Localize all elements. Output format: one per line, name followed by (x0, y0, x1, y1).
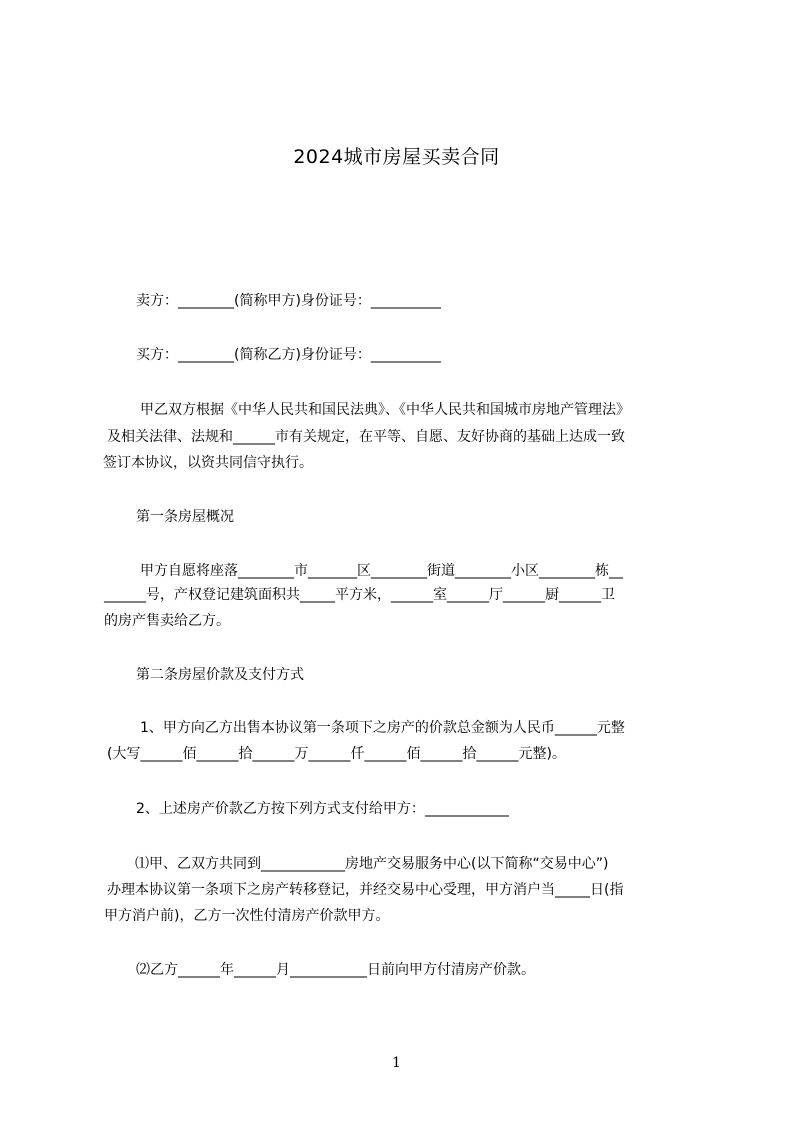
payment-option2: ⑵乙方______年______月___________日前向甲方付清房产价款。 (136, 962, 535, 978)
article2-clause1-line-1: 1、甲方向乙方出售本协议第一条项下之房产的价款总金额为人民币______元整 (140, 720, 625, 736)
payment-option1-line-1: ⑴甲、乙双方共同到____________房地产交易服务中心(以下简称“交易中心”) (135, 856, 609, 872)
article1-heading: 第一条房屋概况 (136, 509, 234, 525)
intro-line-2: 及相关法律、法规和______市有关规定，在平等、自愿、友好协商的基础上达成一致 (107, 429, 625, 445)
article1-line-2: ______号，产权登记建筑面积共_____平方米，______室______厅______厨______卫 (104, 587, 615, 603)
payment-option1-line-2: 办理本协议第一条项下之房产转移登记，并经交易中心受理，甲方消户当_____日(指 (107, 882, 624, 898)
intro-line-1: 甲乙双方根据《中华人民共和国民法典》、《中华人民共和国城市房地产管理法》 (140, 402, 630, 418)
article1-line-1: 甲方自愿将座落________市_______区________街道________小区________栋__ (140, 563, 623, 579)
seller-line: 卖方：________(简称甲方)身份证号：__________ (136, 293, 441, 309)
buyer-line: 买方：________(简称乙方)身份证号：__________ (136, 347, 441, 363)
article2-heading: 第二条房屋价款及支付方式 (136, 667, 304, 683)
payment-option1-line-3: 甲方消户前)，乙方一次性付清房产价款甲方。 (104, 908, 390, 924)
intro-line-3: 签订本协议，以资共同信守执行。 (103, 455, 313, 471)
page-number: 1 (392, 1055, 401, 1071)
document-title: 2024城市房屋买卖合同 (293, 146, 500, 168)
article2-clause2: 2、上述房产价款乙方按下列方式支付给甲方：____________ (136, 801, 509, 817)
article1-line-3: 的房产售卖给乙方。 (104, 613, 230, 629)
article2-clause1-line-2: (大写______佰______拾______万______仟______佰______拾______元整)。 (107, 746, 566, 762)
